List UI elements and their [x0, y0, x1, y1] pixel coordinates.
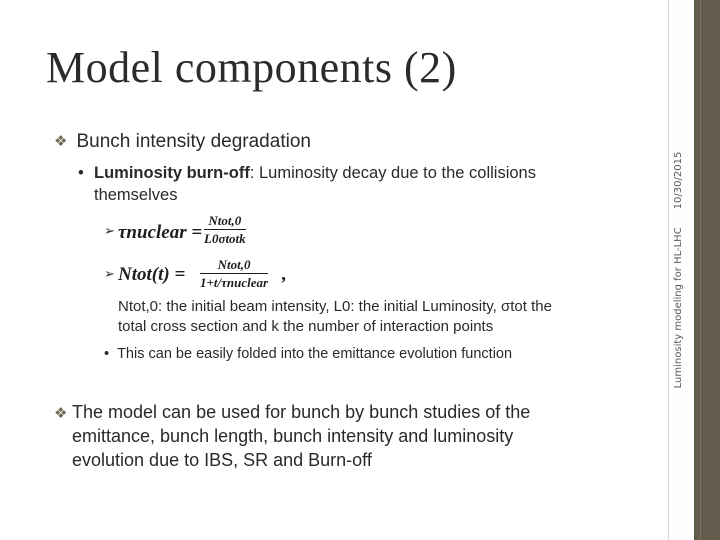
dot-bullet-icon: • [104, 346, 110, 362]
variable-description [118, 297, 618, 337]
bullet-label: Bunch intensity degradation [76, 131, 311, 152]
formula-ntot-fraction [200, 257, 268, 290]
sub-bullet-folding [104, 346, 512, 362]
burnoff-text-line2: themselves [94, 186, 178, 204]
formula-denominator: 1+t/τnuclear [200, 275, 269, 290]
diamond-bullet-icon: ❖ [54, 404, 68, 422]
footer-date: 10/30/2015 [673, 151, 684, 210]
model-usage-line1: The model can be used for bunch by bunch studies of the [72, 402, 531, 422]
diamond-bullet-icon: ❖ [54, 132, 68, 150]
formula-numerator: Ntot,0 [200, 257, 268, 274]
formula-tau-nuclear-lhs: τnuclear = [118, 222, 203, 243]
side-footer-text [673, 10, 689, 530]
decorative-edge-bar [694, 0, 720, 540]
description-line1: Ntot,0: the initial beam intensity, L0: the initial Luminosity, σtot the [118, 298, 552, 315]
arrow-bullet-icon: ➢ [104, 266, 115, 281]
formula-numerator: Ntot,0 [204, 213, 246, 230]
formula-ntot-lhs: Ntot(t) = [118, 264, 186, 285]
formula-trailing-comma: , [282, 264, 287, 285]
folding-text: This can be easily folded into the emittance evolution function [117, 346, 513, 362]
burnoff-text: : Luminosity decay due to the collisions [249, 164, 536, 182]
footer-title: Luminosity modeling for HL-LHC [673, 227, 684, 389]
bullet-bunch-intensity [54, 131, 311, 153]
formula-denominator: L0σtotk [204, 231, 246, 246]
formula-tau-nuclear-fraction [204, 213, 246, 246]
dot-bullet-icon: • [78, 164, 84, 182]
arrow-bullet-icon: ➢ [104, 223, 115, 238]
bullet-model-usage [54, 400, 614, 472]
sub-bullet-burnoff [78, 162, 598, 206]
model-usage-line2: emittance, bunch length, bunch intensity and luminosity [72, 426, 514, 446]
decorative-edge-line [700, 0, 701, 540]
burnoff-label: Luminosity burn-off [94, 164, 250, 182]
slide-title: Model components (2) [46, 43, 457, 92]
model-usage-line3: evolution due to IBS, SR and Burn-off [72, 450, 372, 470]
description-line2: total cross section and k the number of interaction points [118, 318, 494, 335]
